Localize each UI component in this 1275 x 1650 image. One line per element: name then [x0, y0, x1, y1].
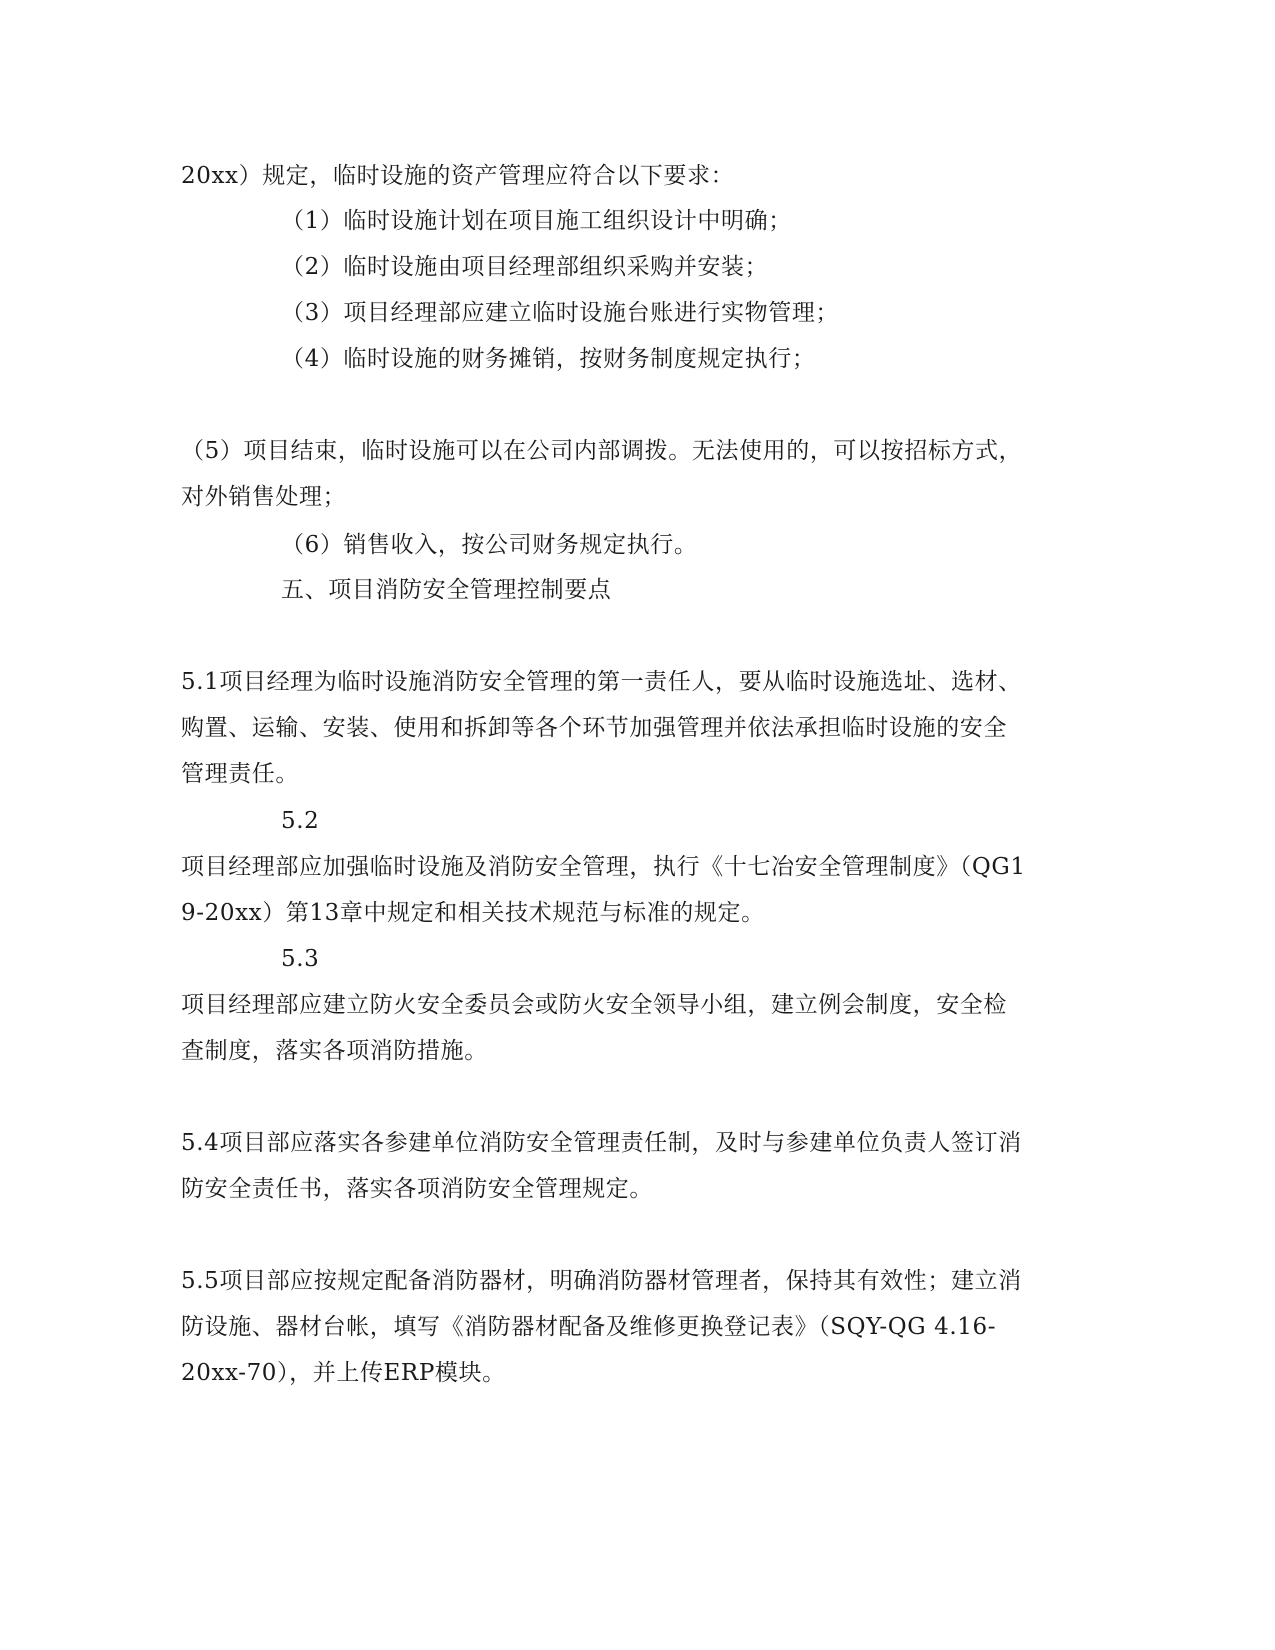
list-item: （2）临时设施由项目经理部组织采购并安装；: [281, 254, 769, 280]
text-line: 对外销售处理；: [181, 484, 347, 510]
list-item: （5）项目结束，临时设施可以在公司内部调拨。无法使用的，可以按招标方式，: [181, 438, 1023, 464]
list-item: （3）项目经理部应建立临时设施台账进行实物管理；: [281, 300, 840, 326]
paragraph-line: 查制度，落实各项消防措施。: [181, 1038, 488, 1064]
paragraph-line: 项目经理部应加强临时设施及消防安全管理，执行《十七冶安全管理制度》（QG1: [181, 854, 1026, 880]
text-line: 20xx）规定，临时设施的资产管理应符合以下要求：: [181, 163, 735, 189]
paragraph-line: 20xx-70），并上传ERP模块。: [181, 1360, 506, 1386]
paragraph-line: 购置、运输、安装、使用和拆卸等各个环节加强管理并依法承担临时设施的安全: [181, 715, 1007, 741]
list-item: （1）临时设施计划在项目施工组织设计中明确；: [281, 208, 792, 234]
paragraph-line: 防设施、器材台帐，填写《消防器材配备及维修更换登记表》（SQY-QG 4.16-: [181, 1314, 997, 1340]
paragraph-line: 项目经理部应建立防火安全委员会或防火安全领导小组，建立例会制度，安全检: [181, 992, 1007, 1018]
list-item: （6）销售收入，按公司财务规定执行。: [281, 532, 698, 558]
paragraph-line: 5.4项目部应落实各参建单位消防安全管理责任制，及时与参建单位负责人签订消: [181, 1130, 1022, 1156]
clause-number: 5.3: [281, 946, 320, 972]
paragraph-line: 防安全责任书，落实各项消防安全管理规定。: [181, 1176, 653, 1202]
paragraph-line: 5.1项目经理为临时设施消防安全管理的第一责任人，要从临时设施选址、选材、: [181, 669, 1022, 695]
section-heading: 五、项目消防安全管理控制要点: [281, 577, 612, 603]
clause-number: 5.2: [281, 808, 320, 834]
paragraph-line: 5.5项目部应按规定配备消防器材，明确消防器材管理者，保持其有效性；建立消: [181, 1268, 1022, 1294]
list-item: （4）临时设施的财务摊销，按财务制度规定执行；: [281, 346, 816, 372]
paragraph-line: 9-20xx）第13章中规定和相关技术规范与标准的规定。: [181, 900, 765, 926]
paragraph-line: 管理责任。: [181, 761, 299, 787]
